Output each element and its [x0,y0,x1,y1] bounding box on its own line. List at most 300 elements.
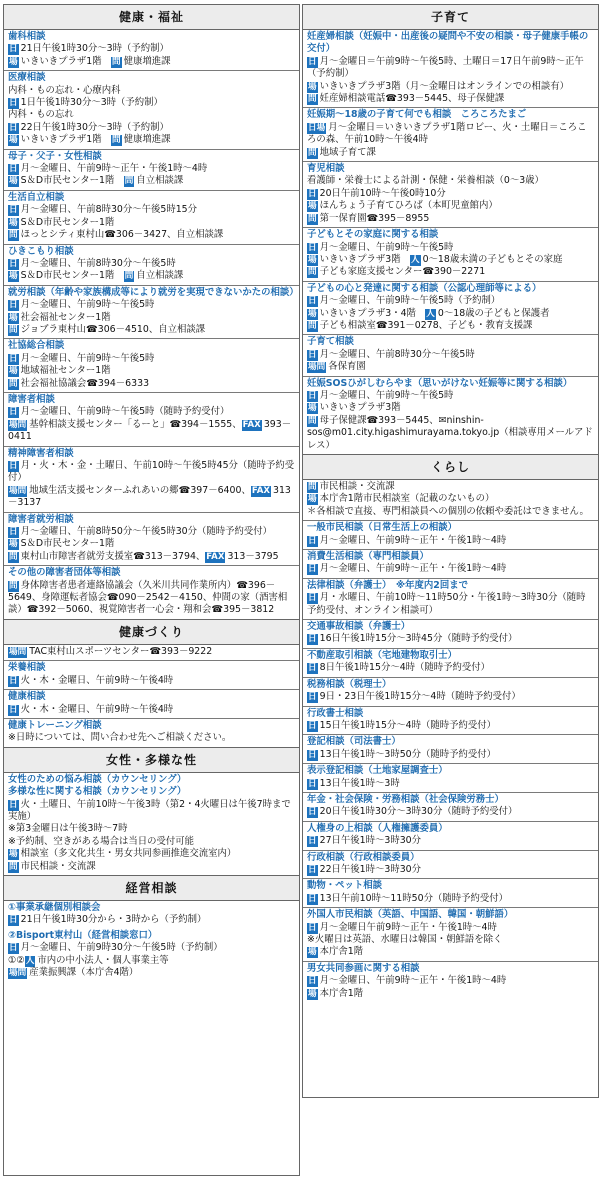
consultation-item [4,718,299,747]
consultation-title: 交通事故相談（弁護士） [307,621,411,633]
info-text: 21日午後1時30分から・3時から（予約制） [20,914,207,926]
consultation-item [4,338,299,392]
info-line [8,378,295,390]
info-line [307,266,594,278]
section-header: 健康・福祉 [4,5,299,29]
consultation-item [303,161,598,227]
info-line [8,955,295,967]
info-text: 健康増進課 [123,55,171,67]
info-text: 地域生活支援センターふれあいの郷☎397－6400、 [29,484,251,496]
info-line [307,188,594,200]
info-line [307,922,594,934]
info-text: 月～金曜日、午前9時～午後5時 [20,299,155,311]
consultation-title: 一般市民相談（日常生活上の相談） [307,522,458,534]
contact-badge: 問 [9,861,18,872]
info-line [307,806,594,818]
consultation-title: 健康トレーニング相談 [8,719,102,731]
date-badge: 日 [308,349,317,360]
info-text: 15日午後1時15分～4時（随時予約受付） [319,719,497,731]
info-line [307,81,594,93]
place-badge: 場 [9,271,18,282]
consultation-title: 行政書士相談 [307,707,364,719]
info-text: 13日午前10時～11時50分（随時予約受付） [319,892,508,904]
info-line [307,778,594,790]
info-text: S＆D市民センター1階 [20,216,115,228]
info-text: ジョブラ東村山☎306－4510、自立相談課 [20,323,206,335]
info-line [307,254,594,266]
consultation-title: 子どもの心と発達に関する相談（公認心理師等による） [307,282,542,294]
info-text: ほんちょう子育てひろば（本町児童館内） [319,200,498,212]
info-text: 月・火・木・金・土曜日、午前10時～午後5時45分（随時予約受付） [8,460,295,484]
consultation-title: 障害者相談 [8,393,55,405]
info-text: 20日午前10時～午後0時10分 [319,187,446,199]
consultation-item [303,578,598,619]
info-line [307,946,594,958]
info-line [8,122,295,134]
info-text: 第一保育園☎395－8955 [319,212,430,224]
info-text: 393－0411 [8,418,292,443]
info-line [307,535,594,547]
info-line [8,580,295,617]
consultation-item [303,549,598,578]
info-text: 21日午後1時30分～3時（予約制） [20,43,169,55]
consultation-item [303,677,598,706]
info-line [307,402,594,414]
info-text: 月～金曜日、午前9時～午後5時 [20,352,155,364]
place-badge: 場 [9,135,18,146]
consultation-title: 医療相談 [8,72,46,84]
info-line [8,299,295,311]
contact-badge: 問 [9,230,18,241]
contact-badge: 問 [9,551,18,562]
consultation-title: 消費生活相談（専門相談員） [307,551,429,563]
date-badge: 日 [9,44,18,55]
info-line [8,312,295,324]
info-line [307,56,594,81]
info-text: 自立相談課 [136,270,184,282]
date-badge: 日 [9,353,18,364]
info-text: 313－3137 [8,484,291,509]
info-line [8,204,295,216]
info-text: 各保育園 [328,361,366,373]
info-line [8,270,295,282]
contact-badge: 問 [111,135,121,146]
info-line [307,481,594,493]
info-line [307,506,594,518]
info-line [307,633,594,645]
date-badge: 日 [9,122,18,133]
consultation-item [4,900,299,929]
consultation-title: 障害者就労相談 [8,513,74,525]
consultation-title: 健康相談 [8,691,46,703]
info-text: 本庁舎1階 [319,987,364,999]
consultation-item [303,281,598,335]
consultation-title: 法律相談（弁護士） ※年度内2回まで [307,579,468,591]
consultation-title: 妊娠SOSひがしむらやま（思いがけない妊娠等に関する相談） [307,377,573,389]
info-text: 健康増進課 [123,134,171,146]
info-text: 自立相談課 [136,175,184,187]
info-text: 基幹相談支援センター「るーと」☎394－1555、 [29,418,242,430]
contact-badge: 問 [9,324,18,335]
info-line [8,485,295,510]
info-text: 月～金曜日、午前9時30分～午後5時（予約制） [20,942,223,954]
contact-badge: 問 [308,94,317,105]
consultation-title: 精神障害者相談 [8,447,74,459]
consultation-title: 外国人市民相談（英語、中国語、韓国・朝鮮語） [307,909,514,921]
info-text: 22日午後1時30分～3時（予約制） [20,121,169,133]
consultation-item [303,648,598,677]
info-line [307,975,594,987]
place-contact-badge: 場問 [9,968,27,978]
info-line [8,217,295,229]
consultation-item [4,190,299,244]
place-badge: 場 [308,308,317,319]
date-badge: 日 [308,692,317,703]
info-text: 母子保健課☎393－5445、✉ninshin-sos@m01.city.higashimurayama.tokyo.jp（相談専用メールアドレス） [307,414,593,451]
target-badge: 人 [25,955,35,966]
place-badge: 場 [9,217,18,228]
contact-badge: 問 [308,267,317,278]
date-badge: 日 [308,836,317,847]
info-line [307,691,594,703]
consultation-title: 生活自立相談 [8,191,65,203]
info-line [307,493,594,505]
contact-badge: 問 [308,213,317,224]
date-badge: 日 [308,720,317,731]
section-header: 女性・多様な性 [4,747,299,772]
contact-badge: 問 [308,482,317,492]
consultation-title: 妊娠期～18歳の子育て何でも相談 ころころたまご [307,109,527,121]
info-line [8,848,295,860]
info-text: 20日午後1時30分～3時30分（随時予約受付） [319,806,518,818]
date-badge: 日 [9,915,18,926]
consultation-title: 母子・父子・女性相談 [8,150,102,162]
info-line [307,122,594,147]
place-contact-badge: 場問 [9,419,27,430]
info-text: 火・土曜日、午前10時～午後3時（第2・4火曜日は午後7時まで実施） [8,798,291,822]
info-line [8,56,295,68]
place-badge: 場 [308,81,317,92]
consultation-title: 不動産取引相談（宅地建物取引士） [307,649,458,661]
consultation-title: 妊産婦相談（妊娠中・出産後の疑問や不安の相談・母子健康手帳の交付） [307,31,589,55]
date-badge: 日 [9,98,18,109]
place-badge: 場 [308,988,317,999]
consultation-title: 表示登記相談（土地家屋調査士） [307,765,448,777]
place-badge: 場 [9,539,18,550]
info-text: 社会福祉協議会☎394－6333 [20,377,150,389]
info-text: いきいきプラザ3階（月～金曜日はオンラインでの相談有） [319,80,570,92]
date-badge: 日 [9,258,18,269]
place-badge: 場 [308,947,317,958]
info-line [307,749,594,761]
consultation-item [303,821,598,850]
right-column [302,4,599,1098]
consultation-item [4,644,299,660]
consultation-title: ②Bisport東村山（経営相談窓口） [8,929,158,941]
section-header: くらし [303,454,598,479]
info-line [8,861,295,873]
info-line [307,864,594,876]
info-text: 社会福祉センター1階 [20,311,111,323]
info-line [8,134,295,146]
info-text: 市内の中小法人・個人事業主等 [37,954,169,966]
info-line [8,914,295,926]
date-badge: 日 [308,564,317,575]
consultation-title: 行政相談（行政相談委員） [307,851,420,863]
section-header: 子育て [303,5,598,29]
section-header: 健康づくり [4,619,299,644]
date-badge: 日 [9,943,18,954]
info-line [307,213,594,225]
date-badge: 日 [9,704,18,715]
info-line [307,893,594,905]
date-badge: 日 [308,593,317,604]
info-text: 月～金曜日午前9時～正午・午後1時～4時 [319,921,497,933]
info-line [8,365,295,377]
date-badge: 日 [308,390,317,401]
date-badge: 日 [308,749,317,760]
info-text: 8日午後1時15分～4時（随時予約受付） [319,662,491,674]
info-text: 本庁舎1階市民相談室（記載のないもの） [319,493,495,505]
info-line [8,646,295,658]
date-badge: 日 [9,675,18,686]
info-line [307,390,594,402]
info-line [8,229,295,241]
info-text: 内科・もの忘れ・心療内科 [8,84,121,96]
info-text: 東村山市障害者就労支援室☎313－3794、 [20,550,206,562]
consultation-item [303,792,598,821]
consultation-item [4,29,299,70]
info-line [8,967,295,979]
consultation-title: ひきこもり相談 [8,245,74,257]
consultation-item [303,334,598,375]
consultation-item [303,29,598,107]
info-line [8,732,295,744]
consultation-item [303,878,598,907]
date-badge: 日 [308,864,317,875]
consultation-item [303,907,598,961]
info-line [8,675,295,687]
info-text: ※予約制、空きがある場合は当日の受付可能 [8,835,194,847]
info-text: 月～金曜日、午前9時～午後5時 [319,389,454,401]
info-line [8,85,295,97]
info-line [307,415,594,452]
info-text: いきいきプラザ1階 [20,55,111,67]
info-line [8,823,295,835]
consultation-title: ①事業承継個別相談会 [8,901,101,913]
consultation-item [4,446,299,512]
info-line [307,320,594,332]
info-text: 13日午後1時～3時 [319,777,400,789]
consultation-title: 子育て相談 [307,336,354,348]
info-text: 月～金曜日、午前9時～正午・午後1時～4時 [319,563,507,575]
contact-badge: 問 [111,56,121,67]
consultation-title: 動物・ペット相談 [307,880,383,892]
info-line [8,163,295,175]
date-badge: 日 [9,164,18,175]
info-line [8,43,295,55]
info-line [307,835,594,847]
consultation-item [4,660,299,689]
info-text: いきいきプラザ3階 [319,253,410,265]
consultation-item [303,107,598,161]
info-line [8,97,295,109]
place-contact-badge: 場問 [9,485,27,496]
info-text: ①② [8,954,25,966]
date-badge: 日 [308,778,317,789]
info-line [307,295,594,307]
place-badge: 場 [9,312,18,323]
info-text: 月～金曜日、午前9時～正午・午後1時～4時 [319,975,507,987]
date-badge: 日 [308,663,317,674]
consultation-item [4,285,299,339]
info-text: いきいきプラザ3・4階 [319,307,426,319]
info-line [307,93,594,105]
consultation-item [303,479,598,520]
info-text: 看護師・栄養士による計測・保健・栄養相談（0～3歳） [307,175,544,187]
info-line [8,538,295,550]
consultation-item [4,70,299,148]
info-text: ※第3金曜日は午後3時～7時 [8,823,128,835]
info-line [8,109,295,121]
info-line [8,942,295,954]
info-line [8,175,295,187]
consultation-title: 人権身の上相談（人権擁護委員） [307,822,448,834]
consultation-item [303,706,598,735]
date-badge: 日 [308,242,317,253]
info-text: 子ども家庭支援センター☎390－2271 [319,266,486,278]
info-text: 身体障害者患者連絡協議会（久米川共同作業所内）☎396－5649、身障運転者協会☎090－2542－4150、仲間の家（酒害相談）☎392－5060、視覚障害者一心会・翔和会☎395－3812 [8,579,288,616]
info-text: 地域福祉センター1階 [20,365,111,377]
consultation-title: 歯科相談 [8,31,46,42]
consultation-title: 税務相談（税理士） [307,678,392,690]
info-text: 市民相談・交流課 [20,860,96,872]
date-badge: 日 [9,300,18,311]
date-badge: 日 [308,893,317,904]
info-text: いきいきプラザ3階 [319,402,401,414]
place-badge: 場 [9,849,18,860]
consultation-item [4,929,299,982]
info-text: ※日時については、問い合わせ先へご相談ください。 [8,732,232,744]
place-badge: 場 [9,56,18,67]
place-badge: 場 [308,201,317,212]
info-text: 27日午後1時～3時30分 [319,835,422,847]
info-text: 月～金曜日、午前8時30分～午後5時 [319,348,475,360]
date-badge: 日 [308,296,317,307]
info-line [307,592,594,617]
consultation-title: 子どもとその家庭に関する相談 [307,229,439,241]
consultation-item [4,512,299,566]
consultation-title: その他の障害者団体等相談 [8,567,121,579]
info-text: ※火曜日は英語、水曜日は韓国・朝鮮語を除く [307,934,503,945]
info-text: 月～金曜日、午前8時30分～午後5時15分 [20,204,198,216]
place-contact-badge: 場問 [9,646,27,657]
contact-badge: 問 [308,320,317,331]
info-line [307,147,594,159]
info-line [307,934,594,946]
consultation-item [303,850,598,879]
consultation-title: 女性のための悩み相談（カウンセリング） 多様な性に関する相談（カウンセリング） [8,773,187,798]
date-badge: 日 [9,799,18,810]
info-text: 火・木・金曜日、午前9時～午後4時 [20,703,174,715]
info-text: 月～金曜日、午前9時～正午・午後1時～4時 [319,534,507,546]
consultation-title: 年金・社会保険・労務相談（社会保険労務士） [307,793,504,805]
consultation-title: 男女共同参画に関する相談 [307,962,420,974]
fax-badge: FAX [251,485,270,496]
consultation-item [303,619,598,648]
info-text: 13日午後1時～3時50分（随時予約受付） [319,748,497,760]
info-line [307,308,594,320]
date-badge: 日 [308,56,317,67]
info-text: 子ども相談室☎391－0278、子ども・教育支援課 [319,319,533,331]
info-line [8,324,295,336]
info-line [8,419,295,444]
contact-badge: 問 [9,580,18,591]
consultation-item [4,689,299,718]
date-badge: 日 [9,407,18,418]
fax-badge: FAX [206,551,225,562]
consultation-item [4,244,299,285]
consultation-item [303,734,598,763]
consultation-item [303,520,598,549]
info-line [8,460,295,485]
consultation-item [303,227,598,281]
info-line [307,662,594,674]
info-text: 産業振興課（本庁舎4階） [29,967,139,978]
target-badge: 人 [410,254,420,265]
info-text: 相談室（多文化共生・男女共同参画推進交流室内） [20,848,237,860]
consultation-title: 社協総合相談 [8,340,65,352]
consultation-item [4,772,299,875]
info-text: 0～18歳未満の子どもとその家庭 [422,253,563,265]
date-badge: 日 [9,527,18,538]
info-line [307,175,594,187]
contact-badge: 問 [9,378,18,389]
date-badge: 日 [308,807,317,818]
info-line [8,799,295,824]
place-badge: 場 [9,366,18,377]
info-line [8,353,295,365]
place-contact-badge: 場問 [308,362,326,373]
contact-badge: 問 [308,415,317,426]
info-text: 313－3795 [227,550,279,562]
info-text: TAC東村山スポーツセンター☎393－9222 [29,645,213,657]
info-text: 月～金曜日、午前8時30分～午後5時 [20,257,176,269]
info-line [8,406,295,418]
place-badge: 場 [308,494,317,505]
info-text: S＆D市民センター1階 [20,270,124,282]
info-text: 0～18歳の子どもと保護者 [437,307,550,319]
info-text: S＆D市民センター1階 [20,538,115,550]
contact-badge: 問 [308,147,317,158]
info-line [8,526,295,538]
consultation-item [4,392,299,446]
info-text: 9日・23日午後1時15分～4時（随時予約受付） [319,691,521,703]
info-text: 16日午後1時15分～3時45分（随時予約受付） [319,633,518,645]
info-line [8,551,295,563]
date-badge: 日 [9,205,18,216]
info-text: 22日午後1時～3時30分 [319,863,422,875]
left-column [3,4,300,1176]
contact-badge: 問 [124,176,134,187]
info-text: 本庁舎1階 [319,946,364,958]
info-line [307,349,594,361]
date-badge: 日 [308,976,317,987]
consultation-item [4,565,299,619]
consultation-title: 栄養相談 [8,662,46,674]
contact-badge: 問 [124,271,134,282]
date-badge: 日 [308,922,317,933]
